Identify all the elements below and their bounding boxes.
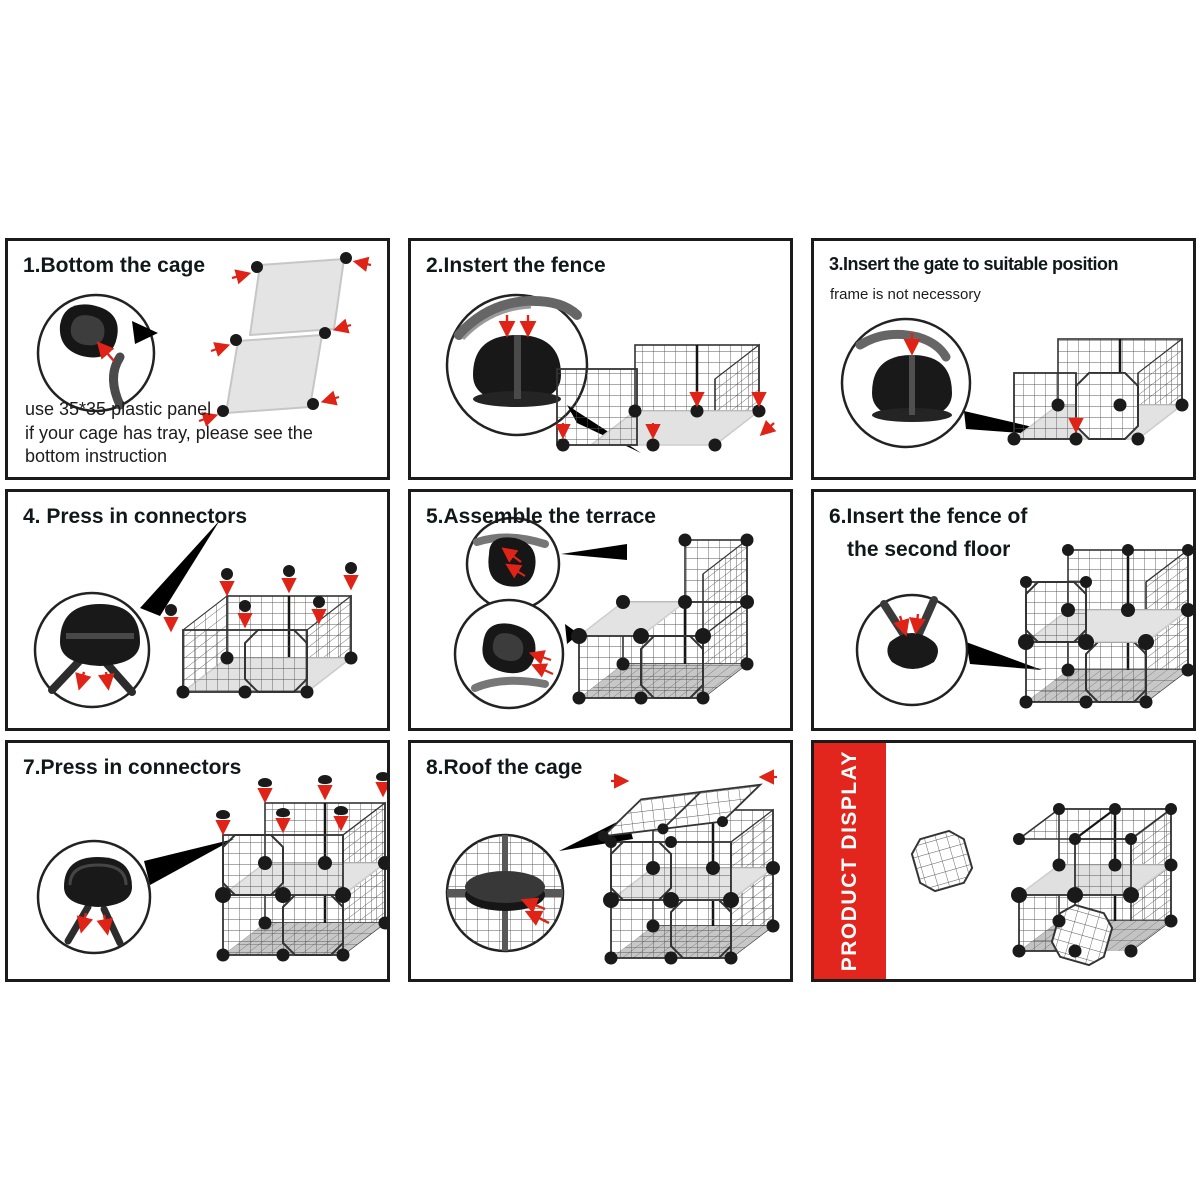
panel-product-display (811, 740, 1196, 982)
connector-magnifier (38, 841, 150, 953)
step-1-note (25, 398, 313, 469)
step-2-title: 2.Instert the fence (426, 254, 606, 277)
cage-drawing (1008, 339, 1189, 446)
connector-magnifier (447, 835, 563, 951)
cage-drawing (165, 562, 358, 699)
note-line: bottom instruction (25, 446, 168, 467)
step-1-title: 1.Bottom the cage (23, 254, 206, 277)
panel-step-4 (5, 489, 390, 731)
panel-step-1 (5, 238, 390, 480)
step-4-title: 4. Press in connectors (23, 505, 248, 528)
step-3-illustration (814, 241, 1193, 477)
product-display-banner (814, 743, 886, 979)
note-line: if your cage has tray, please see the (25, 422, 313, 443)
panel-step-8 (408, 740, 793, 982)
connector-magnifier (35, 593, 149, 707)
cage-drawing (1018, 544, 1193, 709)
connector-magnifier-top (467, 518, 627, 610)
panel-step-3 (811, 238, 1196, 480)
cage-drawing (594, 777, 780, 965)
steps-grid (5, 238, 1196, 982)
panel-step-2 (408, 238, 793, 480)
product-display-label: PRODUCT DISPLAY (838, 750, 861, 972)
cage-drawing (909, 803, 1178, 968)
step-8-title: 8.Roof the cage (426, 756, 583, 779)
connector-magnifier (38, 295, 158, 411)
cage-drawing (215, 772, 387, 962)
note-line: use 35*35 plastic panel (25, 398, 212, 419)
connector-magnifier (857, 595, 1042, 705)
connector-magnifier-bottom (455, 600, 579, 708)
panel-step-6 (811, 489, 1196, 731)
step-7-title: 7.Press in connectors (23, 756, 242, 779)
step-6-title-line2: the second floor (847, 538, 1011, 562)
magnifier-pointer (140, 520, 220, 616)
step-6-title-line1: 6.Insert the fence of (829, 505, 1028, 528)
step-3-note: frame is not necessory (830, 286, 981, 303)
cage-drawing (557, 345, 775, 452)
step-3-title: 3.Insert the gate to suitable position (829, 254, 1119, 274)
step-6-title (829, 504, 1027, 564)
open-door-top (909, 828, 976, 895)
magnifier-pointer (144, 839, 234, 885)
step-5-title: 5.Assemble the terrace (426, 505, 656, 528)
panel-step-7 (5, 740, 390, 982)
cage-drawing (571, 534, 754, 705)
bottom-panels (199, 252, 371, 421)
panel-step-5 (408, 489, 793, 731)
